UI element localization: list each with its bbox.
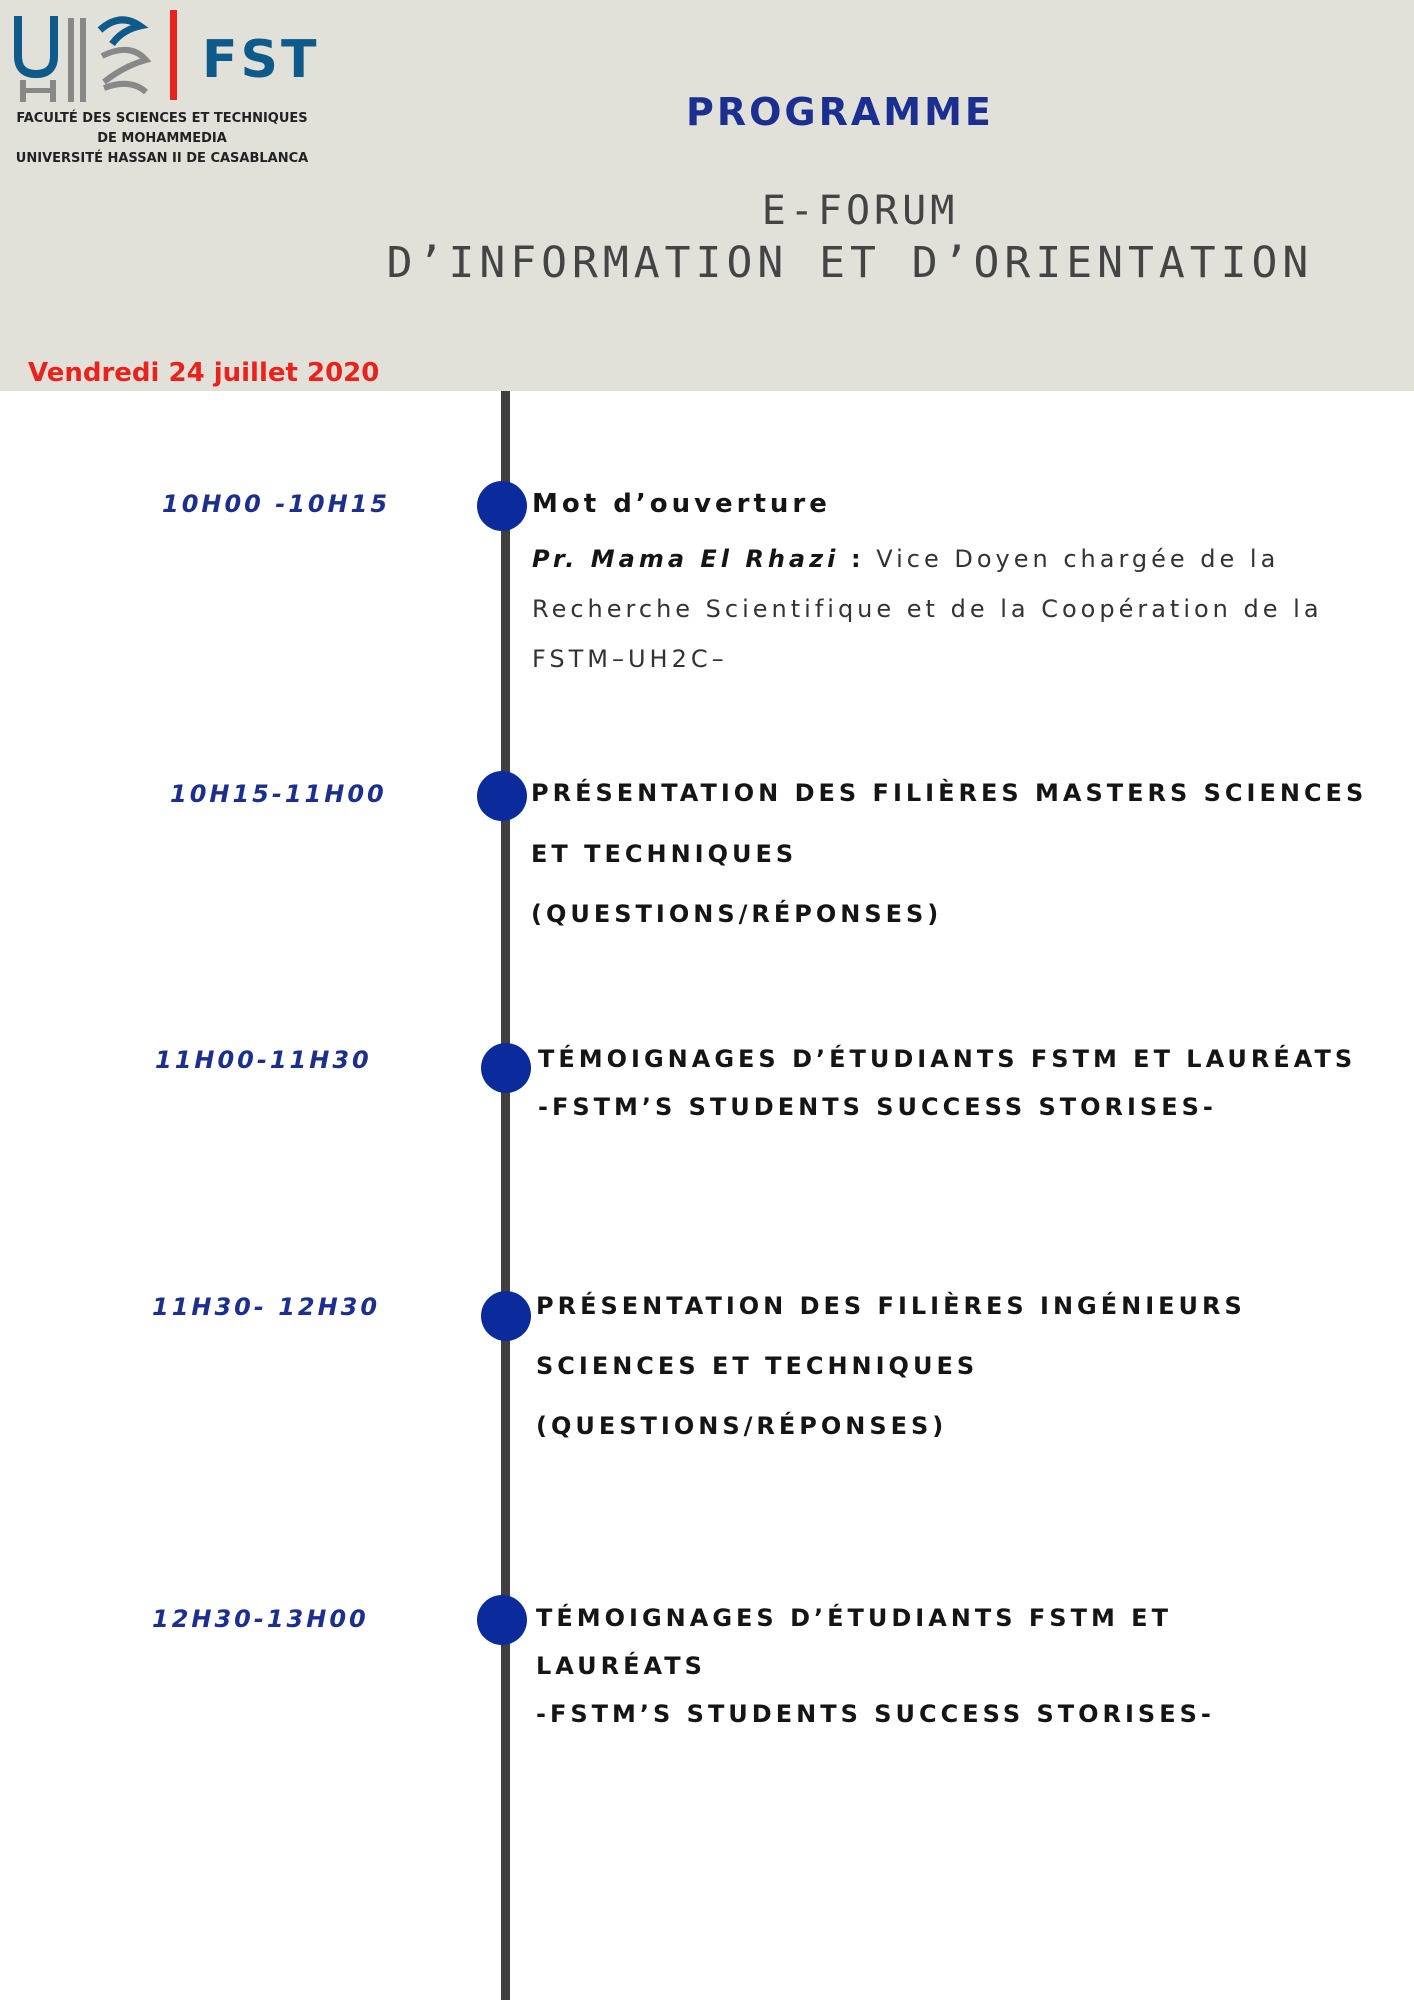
event-2-line-3: (QUESTIONS/RÉPONSES) bbox=[531, 900, 943, 928]
timeline-dot-1 bbox=[477, 481, 527, 531]
event-5-line-3: -FSTM’S STUDENTS SUCCESS STORISES- bbox=[536, 1700, 1215, 1728]
event-3-line-2: -FSTM’S STUDENTS SUCCESS STORISES- bbox=[538, 1093, 1217, 1121]
event-title-1: Mot d’ouverture bbox=[532, 489, 831, 519]
fst-logo-text: FST bbox=[202, 30, 320, 90]
event-5-line-1: TÉMOIGNAGES D’ÉTUDIANTS FSTM ET bbox=[536, 1604, 1172, 1632]
timeline-dot-3 bbox=[481, 1043, 531, 1093]
event-2-line-2: ET TECHNIQUES bbox=[531, 840, 798, 868]
event-date: Vendredi 24 juillet 2020 bbox=[28, 358, 380, 388]
university-logo bbox=[12, 8, 320, 178]
subtitle-line-2: D’INFORMATION ET D’ORIENTATION bbox=[386, 238, 1314, 288]
speaker-name: Pr. Mama El Rhazi bbox=[532, 545, 840, 573]
event-5-line-2: LAURÉATS bbox=[536, 1652, 706, 1680]
subtitle-line-1: E-FORUM bbox=[761, 188, 959, 234]
page-title: PROGRAMME bbox=[686, 90, 994, 134]
uh2c-logo-icon bbox=[12, 8, 202, 103]
logo-line-faculty: FACULTÉ DES SCIENCES ET TECHNIQUES bbox=[16, 111, 308, 126]
logo-line-city: DE MOHAMMEDIA bbox=[97, 131, 227, 146]
event-4-line-3: (QUESTIONS/RÉPONSES) bbox=[536, 1412, 948, 1440]
timeline-dot-4 bbox=[481, 1291, 531, 1341]
event-description-1 bbox=[532, 534, 1392, 684]
event-time-3: 11H00-11H30 bbox=[155, 1046, 372, 1074]
speaker-separator: : bbox=[850, 545, 865, 573]
timeline-dot-2 bbox=[477, 771, 527, 821]
timeline-dot-5 bbox=[477, 1595, 527, 1645]
timeline-line bbox=[501, 391, 510, 2000]
event-4-line-2: SCIENCES ET TECHNIQUES bbox=[536, 1352, 979, 1380]
event-3-line-1: TÉMOIGNAGES D’ÉTUDIANTS FSTM ET LAURÉATS bbox=[538, 1045, 1357, 1073]
speaker-role: Vice Doyen chargée de la Recherche Scientifique et de la Coopération de la FSTM–UH2C– bbox=[532, 545, 1323, 673]
event-time-2: 10H15-11H00 bbox=[170, 780, 387, 808]
event-time-1: 10H00 -10H15 bbox=[162, 490, 391, 518]
logo-line-university: UNIVERSITÉ HASSAN II DE CASABLANCA bbox=[15, 151, 309, 166]
event-time-5: 12H30-13H00 bbox=[152, 1605, 369, 1633]
event-time-4: 11H30- 12H30 bbox=[152, 1293, 381, 1321]
event-2-line-1: PRÉSENTATION DES FILIÈRES MASTERS SCIENCES bbox=[531, 779, 1368, 807]
header-band bbox=[0, 0, 1414, 391]
event-4-line-1: PRÉSENTATION DES FILIÈRES INGÉNIEURS bbox=[536, 1292, 1246, 1320]
